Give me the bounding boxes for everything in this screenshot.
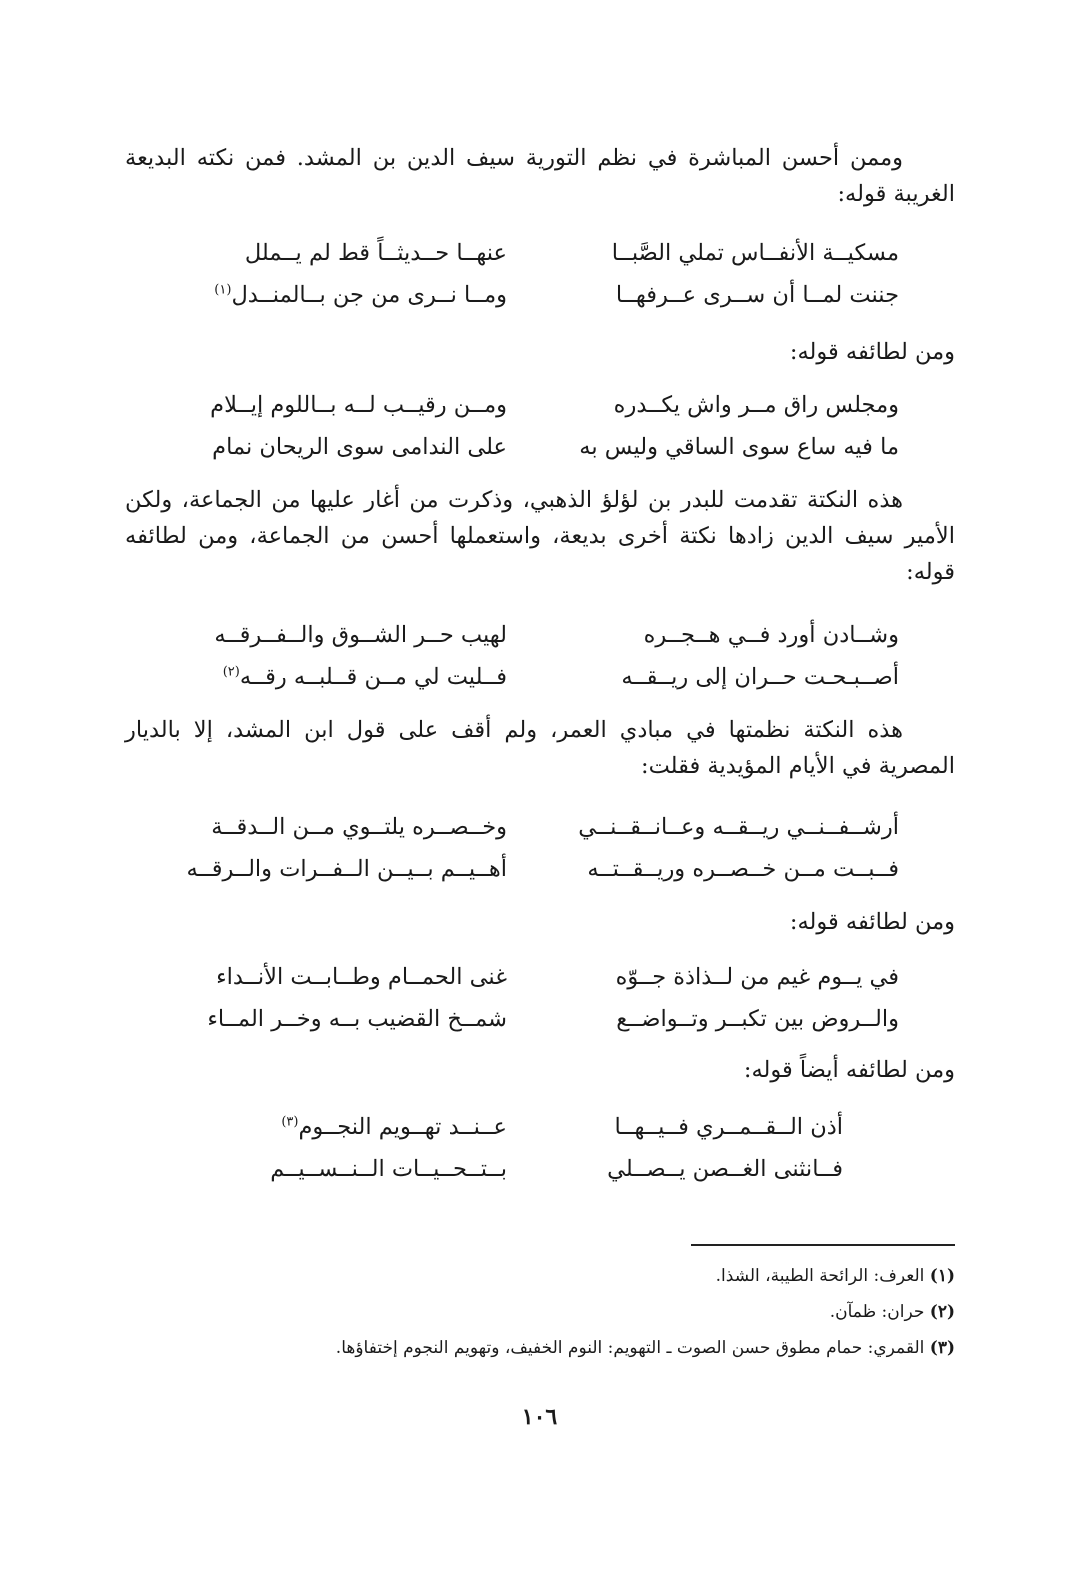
first-hemistich: مسكيــة الأنفــاس تملي الصَّبــا [611, 240, 899, 266]
second-hemistich [281, 1106, 507, 1148]
verse-line [179, 656, 899, 698]
footnote-marker: (٢) [222, 664, 240, 680]
second-hemistich [223, 656, 507, 698]
verse-block-2 [179, 384, 899, 468]
footnote-marker: (٣) [281, 1114, 299, 1130]
footnote-marker: (١) [214, 282, 232, 298]
hemistich-text: ومــا نــرى من جن بــالمنــدل [231, 282, 507, 308]
footnote-text: القمري: حمام مطوق حسن الصوت ـ التهويم: النوم الخفيف، وتهويم النجوم إختفاؤها. [335, 1338, 925, 1358]
verse-block-5 [179, 956, 899, 1040]
second-hemistich: ومــن رقيــب لــه بــاللوم إيــلام [210, 392, 507, 418]
footnote-number: (٣) [929, 1338, 955, 1358]
verse-line [179, 274, 899, 316]
footnote-text: العرف: الرائحة الطيبة، الشذا. [715, 1266, 925, 1286]
footnote-text: حران: ظمآن. [829, 1302, 925, 1322]
verse-line [243, 1106, 843, 1148]
hemistich-text: فــليت لي مــن قــلبــه رقــه [239, 664, 507, 690]
intro-line-6: ومن لطائفه أيضاً قوله: [743, 1057, 955, 1083]
first-hemistich: ما فيه ساع سوى الساقي وليس به [579, 434, 899, 460]
verse-line [179, 426, 899, 468]
footnote-number: (٢) [929, 1302, 955, 1322]
verse-line [179, 232, 899, 274]
paragraph-3: هذه النكتة تقدمت للبدر بن لؤلؤ الذهبي، وذكرت من أغار عليها من الجماعة، ولكن الأمير سيف الدين زادها نكتة أخرى بديعة، واستعملها أحسن من الجماعة، ومن لطائفه قوله: [125, 487, 955, 585]
verse-line [179, 384, 899, 426]
first-hemistich: أرشــفــنــي ريــقــه وعــانــقــنــي [578, 814, 899, 840]
footnote-1 [125, 1262, 955, 1290]
intro-line-5: ومن لطائفه قوله: [789, 909, 955, 935]
verse-line [179, 614, 899, 656]
intro-line-2: ومن لطائفه قوله: [789, 339, 955, 365]
second-hemistich: غنى الحمــام وطــابــت الأنــداء [216, 964, 507, 990]
second-hemistich: وخــصــره يلتــوي مــن الــدقــة [211, 814, 507, 840]
verse-line [243, 1148, 843, 1190]
paragraph-4: هذه النكتة نظمتها في مبادي العمر، ولم أقف على قول ابن المشد، إلا بالديار المصرية في الأيام المؤيدية فقلت: [125, 717, 955, 779]
second-hemistich: أهــيــم بــيــن الــفــرات والــرقــه [186, 856, 507, 882]
first-hemistich: في يــوم غيم من لــذاذة جــوّه [615, 964, 899, 990]
second-hemistich: عنهــا حــديثــاً قط لم يــملل [244, 240, 507, 266]
verse-line [179, 998, 899, 1040]
second-hemistich: لهيب حــر الشــوق والــفــرقــه [214, 622, 507, 648]
footnote-separator [691, 1244, 955, 1246]
first-hemistich: ومجلس راق مــر واش يكــدره [613, 392, 899, 418]
first-hemistich: والــروض بين تكبــر وتــواضــع [616, 1006, 899, 1032]
verse-block-3 [179, 614, 899, 698]
footnote-number: (١) [929, 1266, 955, 1286]
verse-block-6 [243, 1106, 843, 1190]
verse-block-4 [179, 806, 899, 890]
first-hemistich: جننت لمــا أن ســرى عــرفهــا [615, 282, 899, 308]
first-hemistich: أصــبـحـت حــران إلى ريــقــه [621, 664, 899, 690]
first-hemistich: فــانثنى الغــصن يــصــلي [607, 1156, 843, 1182]
hemistich-text: عــنــد تهــويم النجــوم [298, 1114, 507, 1140]
paragraph-1: وممن أحسن المباشرة في نظم التورية سيف الدين بن المشد. فمن نكته البديعة الغريبة قوله: [125, 145, 955, 207]
verse-line [179, 848, 899, 890]
footnote-2 [125, 1298, 955, 1326]
second-hemistich [214, 274, 507, 316]
verse-block-1 [179, 232, 899, 316]
second-hemistich: بــتــحــيــات الــنــســيــم [270, 1156, 507, 1182]
first-hemistich: أذن الــقــمــري فــيــهــا [614, 1114, 843, 1140]
verse-line [179, 806, 899, 848]
second-hemistich: على الندامى سوى الريحان نمام [212, 434, 507, 460]
first-hemistich: وشــادن أورد فــي هــجــره [643, 622, 899, 648]
verse-line [179, 956, 899, 998]
footnote-3 [125, 1334, 955, 1362]
page-number: ١٠٦ [521, 1404, 558, 1430]
first-hemistich: فــبــت مــن خــصــره وريــقــتــه [587, 856, 899, 882]
second-hemistich: شمــخ القضيب بــه وخــر المــاء [207, 1006, 507, 1032]
